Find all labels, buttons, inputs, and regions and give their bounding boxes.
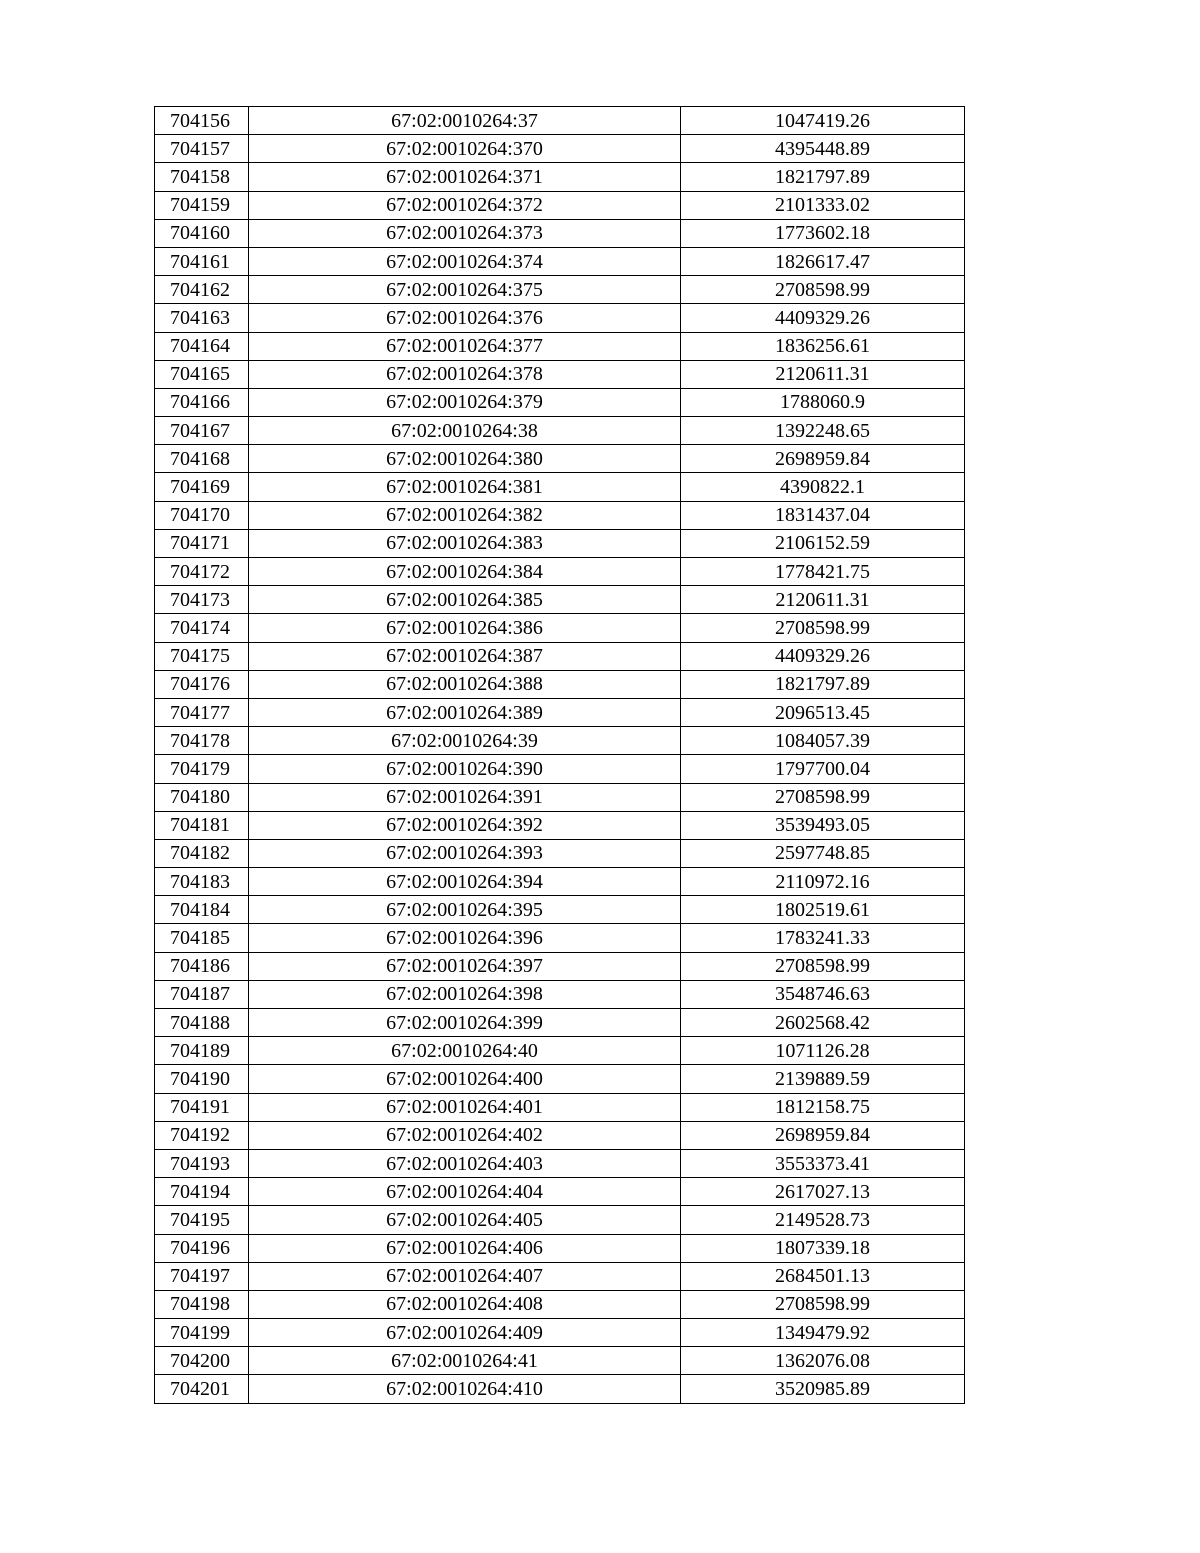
value-cell: 2110972.16 — [681, 868, 965, 896]
value-cell: 1788060.9 — [681, 388, 965, 416]
row-id-cell: 704183 — [155, 868, 249, 896]
table-row — [155, 1375, 965, 1403]
table-row — [155, 1009, 965, 1037]
value-cell: 1826617.47 — [681, 247, 965, 275]
cadastral-number-cell: 67:02:0010264:377 — [249, 332, 681, 360]
table-row — [155, 924, 965, 952]
row-id-cell: 704190 — [155, 1065, 249, 1093]
cadastral-number-cell: 67:02:0010264:400 — [249, 1065, 681, 1093]
cadastral-number-cell: 67:02:0010264:410 — [249, 1375, 681, 1403]
cadastral-number-cell: 67:02:0010264:407 — [249, 1262, 681, 1290]
cadastral-number-cell: 67:02:0010264:393 — [249, 839, 681, 867]
row-id-cell: 704171 — [155, 529, 249, 557]
row-id-cell: 704160 — [155, 219, 249, 247]
cadastral-number-cell: 67:02:0010264:402 — [249, 1121, 681, 1149]
cadastral-number-cell: 67:02:0010264:403 — [249, 1149, 681, 1177]
cadastral-number-cell: 67:02:0010264:394 — [249, 868, 681, 896]
row-id-cell: 704182 — [155, 839, 249, 867]
table-row — [155, 868, 965, 896]
table-row — [155, 473, 965, 501]
table-row — [155, 586, 965, 614]
cadastral-number-cell: 67:02:0010264:37 — [249, 107, 681, 135]
table-row — [155, 191, 965, 219]
row-id-cell: 704158 — [155, 163, 249, 191]
row-id-cell: 704193 — [155, 1149, 249, 1177]
table-row — [155, 614, 965, 642]
row-id-cell: 704189 — [155, 1037, 249, 1065]
cadastral-number-cell: 67:02:0010264:386 — [249, 614, 681, 642]
table-row — [155, 755, 965, 783]
cadastral-number-cell: 67:02:0010264:395 — [249, 896, 681, 924]
cadastral-number-cell: 67:02:0010264:371 — [249, 163, 681, 191]
table-row — [155, 501, 965, 529]
value-cell: 3520985.89 — [681, 1375, 965, 1403]
row-id-cell: 704201 — [155, 1375, 249, 1403]
value-cell: 2139889.59 — [681, 1065, 965, 1093]
table-row — [155, 1121, 965, 1149]
data-table — [154, 106, 965, 1404]
table-row — [155, 670, 965, 698]
row-id-cell: 704159 — [155, 191, 249, 219]
row-id-cell: 704185 — [155, 924, 249, 952]
value-cell: 1778421.75 — [681, 558, 965, 586]
table-row — [155, 445, 965, 473]
cadastral-number-cell: 67:02:0010264:38 — [249, 417, 681, 445]
row-id-cell: 704169 — [155, 473, 249, 501]
value-cell: 2106152.59 — [681, 529, 965, 557]
table-row — [155, 163, 965, 191]
row-id-cell: 704162 — [155, 276, 249, 304]
value-cell: 2149528.73 — [681, 1206, 965, 1234]
table-row — [155, 1290, 965, 1318]
table-row — [155, 1347, 965, 1375]
table-row — [155, 783, 965, 811]
value-cell: 1802519.61 — [681, 896, 965, 924]
value-cell: 1836256.61 — [681, 332, 965, 360]
value-cell: 2708598.99 — [681, 1290, 965, 1318]
table-row — [155, 1206, 965, 1234]
cadastral-number-cell: 67:02:0010264:375 — [249, 276, 681, 304]
cadastral-number-cell: 67:02:0010264:385 — [249, 586, 681, 614]
cadastral-number-cell: 67:02:0010264:398 — [249, 980, 681, 1008]
row-id-cell: 704173 — [155, 586, 249, 614]
row-id-cell: 704188 — [155, 1009, 249, 1037]
value-cell: 3548746.63 — [681, 980, 965, 1008]
cadastral-number-cell: 67:02:0010264:381 — [249, 473, 681, 501]
table-row — [155, 1262, 965, 1290]
cadastral-number-cell: 67:02:0010264:41 — [249, 1347, 681, 1375]
cadastral-number-cell: 67:02:0010264:383 — [249, 529, 681, 557]
row-id-cell: 704165 — [155, 360, 249, 388]
row-id-cell: 704172 — [155, 558, 249, 586]
row-id-cell: 704167 — [155, 417, 249, 445]
table-row — [155, 107, 965, 135]
cadastral-number-cell: 67:02:0010264:373 — [249, 219, 681, 247]
cadastral-number-cell: 67:02:0010264:380 — [249, 445, 681, 473]
table-row — [155, 332, 965, 360]
row-id-cell: 704186 — [155, 952, 249, 980]
cadastral-number-cell: 67:02:0010264:378 — [249, 360, 681, 388]
value-cell: 1821797.89 — [681, 670, 965, 698]
value-cell: 2708598.99 — [681, 783, 965, 811]
table-row — [155, 1149, 965, 1177]
cadastral-number-cell: 67:02:0010264:379 — [249, 388, 681, 416]
table-row — [155, 896, 965, 924]
table-row — [155, 1093, 965, 1121]
table-body — [155, 107, 965, 1404]
row-id-cell: 704163 — [155, 304, 249, 332]
row-id-cell: 704178 — [155, 727, 249, 755]
table-row — [155, 529, 965, 557]
value-cell: 1831437.04 — [681, 501, 965, 529]
value-cell: 4395448.89 — [681, 135, 965, 163]
row-id-cell: 704180 — [155, 783, 249, 811]
table-row — [155, 417, 965, 445]
value-cell: 2708598.99 — [681, 952, 965, 980]
row-id-cell: 704174 — [155, 614, 249, 642]
table-row — [155, 219, 965, 247]
cadastral-number-cell: 67:02:0010264:406 — [249, 1234, 681, 1262]
row-id-cell: 704192 — [155, 1121, 249, 1149]
table-row — [155, 135, 965, 163]
cadastral-number-cell: 67:02:0010264:388 — [249, 670, 681, 698]
cadastral-number-cell: 67:02:0010264:397 — [249, 952, 681, 980]
value-cell: 2120611.31 — [681, 360, 965, 388]
row-id-cell: 704197 — [155, 1262, 249, 1290]
table-row — [155, 727, 965, 755]
table-row — [155, 276, 965, 304]
value-cell: 1812158.75 — [681, 1093, 965, 1121]
cadastral-number-cell: 67:02:0010264:372 — [249, 191, 681, 219]
cadastral-number-cell: 67:02:0010264:392 — [249, 811, 681, 839]
row-id-cell: 704194 — [155, 1178, 249, 1206]
value-cell: 1807339.18 — [681, 1234, 965, 1262]
table-row — [155, 1319, 965, 1347]
cadastral-number-cell: 67:02:0010264:382 — [249, 501, 681, 529]
table-row — [155, 980, 965, 1008]
row-id-cell: 704176 — [155, 670, 249, 698]
value-cell: 2684501.13 — [681, 1262, 965, 1290]
row-id-cell: 704195 — [155, 1206, 249, 1234]
row-id-cell: 704198 — [155, 1290, 249, 1318]
value-cell: 2096513.45 — [681, 698, 965, 726]
cadastral-number-cell: 67:02:0010264:374 — [249, 247, 681, 275]
table-row — [155, 642, 965, 670]
value-cell: 3539493.05 — [681, 811, 965, 839]
value-cell: 2708598.99 — [681, 614, 965, 642]
row-id-cell: 704168 — [155, 445, 249, 473]
value-cell: 2708598.99 — [681, 276, 965, 304]
value-cell: 3553373.41 — [681, 1149, 965, 1177]
table-row — [155, 388, 965, 416]
value-cell: 1071126.28 — [681, 1037, 965, 1065]
value-cell: 1797700.04 — [681, 755, 965, 783]
value-cell: 1773602.18 — [681, 219, 965, 247]
row-id-cell: 704156 — [155, 107, 249, 135]
row-id-cell: 704166 — [155, 388, 249, 416]
table-row — [155, 304, 965, 332]
table-row — [155, 839, 965, 867]
table-row — [155, 1037, 965, 1065]
table-row — [155, 247, 965, 275]
table-row — [155, 1234, 965, 1262]
cadastral-number-cell: 67:02:0010264:396 — [249, 924, 681, 952]
value-cell: 1084057.39 — [681, 727, 965, 755]
value-cell: 4409329.26 — [681, 304, 965, 332]
value-cell: 2698959.84 — [681, 1121, 965, 1149]
value-cell: 4390822.1 — [681, 473, 965, 501]
row-id-cell: 704170 — [155, 501, 249, 529]
cadastral-number-cell: 67:02:0010264:401 — [249, 1093, 681, 1121]
value-cell: 2120611.31 — [681, 586, 965, 614]
value-cell: 2101333.02 — [681, 191, 965, 219]
row-id-cell: 704157 — [155, 135, 249, 163]
cadastral-number-cell: 67:02:0010264:387 — [249, 642, 681, 670]
cadastral-number-cell: 67:02:0010264:39 — [249, 727, 681, 755]
table-row — [155, 952, 965, 980]
value-cell: 1047419.26 — [681, 107, 965, 135]
cadastral-number-cell: 67:02:0010264:370 — [249, 135, 681, 163]
cadastral-number-cell: 67:02:0010264:384 — [249, 558, 681, 586]
row-id-cell: 704200 — [155, 1347, 249, 1375]
table-row — [155, 360, 965, 388]
value-cell: 4409329.26 — [681, 642, 965, 670]
cadastral-number-cell: 67:02:0010264:399 — [249, 1009, 681, 1037]
cadastral-number-cell: 67:02:0010264:408 — [249, 1290, 681, 1318]
value-cell: 1349479.92 — [681, 1319, 965, 1347]
value-cell: 2698959.84 — [681, 445, 965, 473]
row-id-cell: 704179 — [155, 755, 249, 783]
table-row — [155, 558, 965, 586]
value-cell: 2597748.85 — [681, 839, 965, 867]
cadastral-number-cell: 67:02:0010264:391 — [249, 783, 681, 811]
row-id-cell: 704196 — [155, 1234, 249, 1262]
value-cell: 1821797.89 — [681, 163, 965, 191]
table-row — [155, 1178, 965, 1206]
table-row — [155, 698, 965, 726]
cadastral-number-cell: 67:02:0010264:404 — [249, 1178, 681, 1206]
value-cell: 1783241.33 — [681, 924, 965, 952]
cadastral-number-cell: 67:02:0010264:376 — [249, 304, 681, 332]
value-cell: 1362076.08 — [681, 1347, 965, 1375]
cadastral-number-cell: 67:02:0010264:389 — [249, 698, 681, 726]
row-id-cell: 704164 — [155, 332, 249, 360]
row-id-cell: 704181 — [155, 811, 249, 839]
row-id-cell: 704177 — [155, 698, 249, 726]
table-row — [155, 1065, 965, 1093]
row-id-cell: 704175 — [155, 642, 249, 670]
row-id-cell: 704191 — [155, 1093, 249, 1121]
cadastral-number-cell: 67:02:0010264:409 — [249, 1319, 681, 1347]
row-id-cell: 704187 — [155, 980, 249, 1008]
row-id-cell: 704161 — [155, 247, 249, 275]
value-cell: 1392248.65 — [681, 417, 965, 445]
cadastral-number-cell: 67:02:0010264:40 — [249, 1037, 681, 1065]
cadastral-number-cell: 67:02:0010264:405 — [249, 1206, 681, 1234]
table-row — [155, 811, 965, 839]
value-cell: 2602568.42 — [681, 1009, 965, 1037]
cadastral-number-cell: 67:02:0010264:390 — [249, 755, 681, 783]
value-cell: 2617027.13 — [681, 1178, 965, 1206]
row-id-cell: 704184 — [155, 896, 249, 924]
row-id-cell: 704199 — [155, 1319, 249, 1347]
